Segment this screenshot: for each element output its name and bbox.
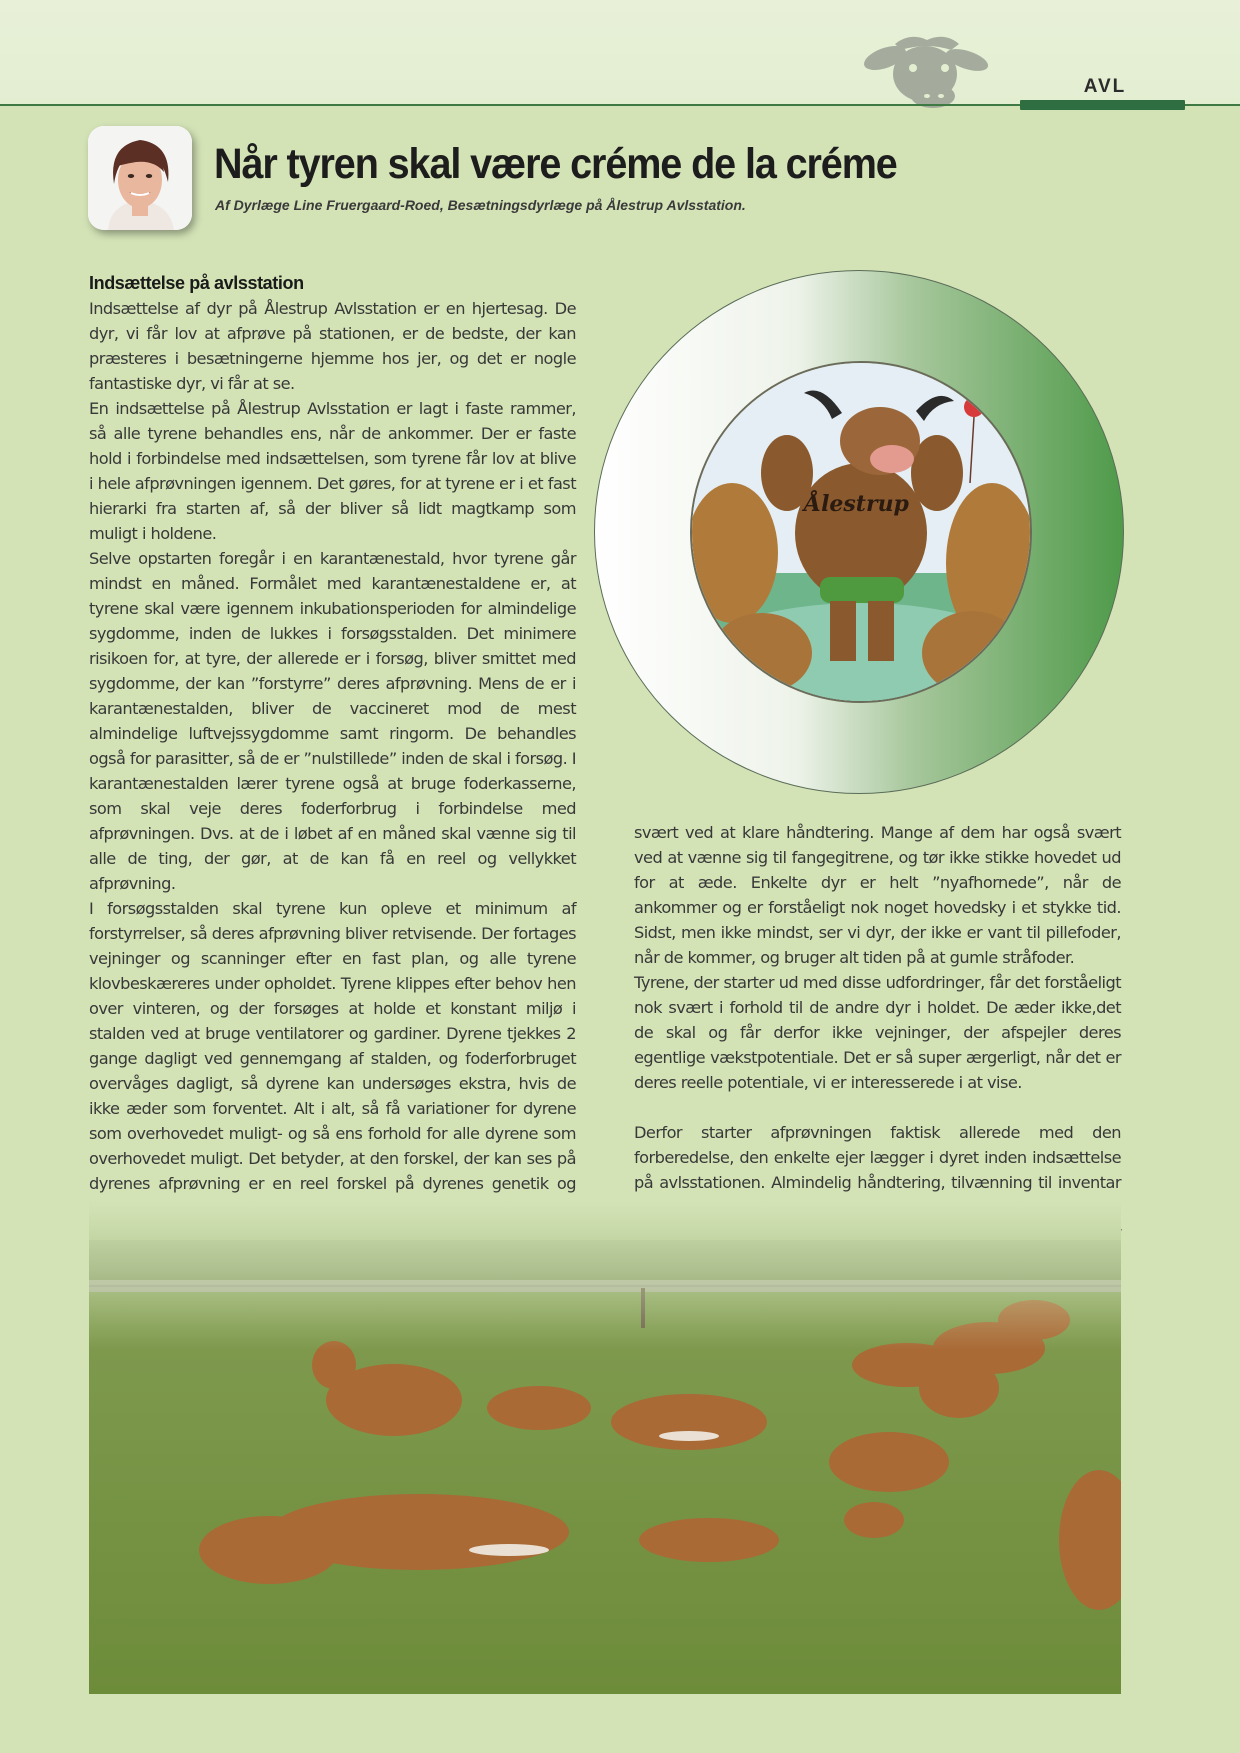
paragraph: svært ved at klare håndtering. Mange af dem har også svært ved at vænne sig til fangegitrene, og tør ikke stikke hovedet ud for at æde. Enkelte dyr er helt ”nyafhornede”, når de ankommer og er forståeligt nok noget hovedsky i et stykke tid. Sidst, men ikke mindst, ser vi dyr, der ikke er vant til pillefoder, når de kommer, og bruger alt tiden på at gumle stråfoder. xyxy=(634,823,1121,967)
badge-label: Ålestrup xyxy=(804,491,909,517)
author-portrait xyxy=(88,126,192,230)
section-heading: Indsættelse på avlsstation xyxy=(89,273,304,293)
article-title: Når tyren skal være créme de la créme xyxy=(214,140,897,188)
article-byline: Af Dyrlæge Line Fruergaard-Roed, Besætningsdyrlæge på Ålestrup Avlsstation. xyxy=(215,197,746,213)
paragraph: Derfor starter afprøvningen faktisk allerede med den forberedelse, den enkelte ejer lægger i dyret inden indsættelse på avlsstationen. Almindelig håndtering, tilvænning til inventar xyxy=(634,1123,1121,1192)
section-tag: AVL xyxy=(1083,76,1127,97)
photo-fade xyxy=(89,1200,1121,1350)
paragraph: Indsættelse af dyr på Ålestrup Avlsstation er en hjertesag. De dyr, vi får lov at afprøve på stationen, er de bedste, der kan præsteres i besætningerne hjemme hos jer, og det er nogle fantastiske dyr, vi får at se. xyxy=(89,299,576,393)
header-band xyxy=(0,0,1240,104)
paragraph: En indsættelse på Ålestrup Avlsstation er lagt i faste rammer, så alle tyrene behandles ens, når de ankommer. Der er faste hold i forbindelse med indsættelsen, som tyrene får lov at blive i hele afprøvningen igennem. Det gøres, for at tyrene er i et fast hierarki fra starten af, så der bliver så lidt magtkamp som muligt i holdene. xyxy=(89,399,576,543)
cow-head-logo-icon xyxy=(855,30,995,108)
author-photo xyxy=(88,126,192,230)
paragraph: I forsøgsstalden skal tyrene kun opleve et minimum af forstyrrelser, så deres afprøvning bliver retvisende. Der fortages vejninger og scanninger efter en fast plan, og alle tyrene klovbeskæreres under opholdet. Tyrene klippes efter behov hen over vinteren, og der forsøges at holde et konstant miljø i stalden ved at bruge ventilatorer og gardiner. Dyrene tjekkes 2 gange dagligt ved gennemgang af stalden, og foderforbruget overvåges dagligt, så dyrene kan undersøges ekstra, hvis de ikke æder som forventet. Alt i alt, så få variationer for dyrene som overhovedet muligt- og så ens forhold for alle dyrene som overhovedet muligt. Det betyder, at den forskel, der kan ses på dyrenes afprøvning er en reel forskel på dyrenes genetik og xyxy=(89,899,576,1193)
section-tag-bar xyxy=(1020,100,1185,110)
badge-illustration xyxy=(690,361,1032,703)
paragraph: Tyrene, der starter ud med disse udfordringer, får det forståeligt nok svært i forhold til de andre dyr i holdet. De æder ikke,det de skal og får derfor ikke vejninger, der afspejler deres egentlige vækstpotentiale. Det er så super ærgerligt, når det er deres reelle potentiale, vi er interesserede i at vise. xyxy=(634,973,1121,1092)
paragraph: Selve opstarten foregår i en karantænestald, hvor tyrene går mindst en måned. Formålet med karantænestaldene er, at tyrene skal være igennem inkubationsperioden for almindelige sygdomme, inden de lukkes i forsøgsstalden. Det minimere risikoen for, at tyre, der allerede er i forsøg, bliver smittet med sygdomme, der kan ”forstyrre” deres afprøvning. Mens de er i karantænestalden, bliver de vaccineret mod de mest almindelige luftvejssygdomme samt ringorm. De behandles også for parasitter, så de er ”nulstillede” inden de skal i forsøg. I karantænestalden lærer tyrene også at bruge foderkasserne, som skal veje deres foderforbrug i forbindelse med afprøvningen. Dvs. at de i løbet af en måned skal vænne sig til alle de ting, der gør, at de kan få en reel og vellykket afprøvning. xyxy=(89,549,576,893)
